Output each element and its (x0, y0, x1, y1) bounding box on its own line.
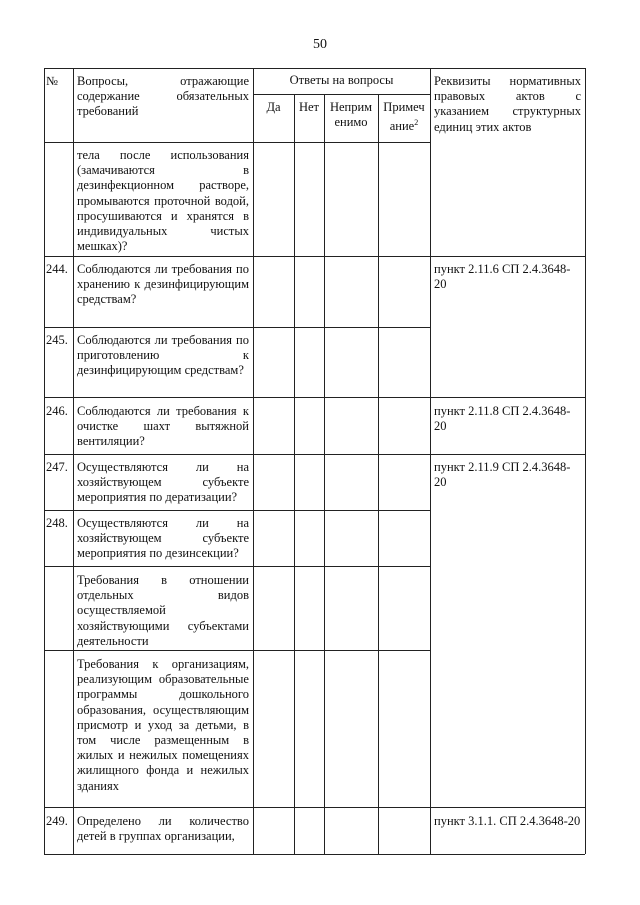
header-note-sup: 2 (414, 118, 419, 128)
table-row-requisite: пункт 2.11.6 СП 2.4.3648-20 (434, 262, 571, 292)
header-answers: Ответы на вопросы (289, 73, 394, 87)
table-row-requisite: пункт 3.1.1. СП 2.4.3648-20 (434, 814, 581, 828)
header-note (380, 100, 428, 135)
page-number: 50 (313, 37, 327, 52)
table-row-question: Осуществляются ли на хозяйствующем субъекте мероприятия по дезинсекции? (77, 516, 249, 561)
table-row-question: тела после использования (замачиваются в дезинфекционном растворе, промываются проточной водой, просушиваются и хранятся в индивидуальных чистых мешках)? (77, 148, 249, 254)
header-note-text: Примеч ание (383, 100, 425, 134)
table-row-requisite: пункт 2.11.8 СП 2.4.3648-20 (434, 404, 571, 434)
table-row-question: Соблюдаются ли требования по приготовлению к дезинфицирующим средствам? (77, 333, 249, 378)
table-row-question: Соблюдаются ли требования к очистке шахт вытяжной вентиляции? (77, 404, 249, 449)
table-row-number: 246. (46, 404, 68, 418)
table-row-number: 245. (46, 333, 68, 347)
table-row-section: Требования в отношении отдельных видов осуществляемой хозяйствующими субъектами деятельности (77, 573, 249, 648)
header-no: Нет (298, 100, 320, 114)
table-row-question: Соблюдаются ли требования по хранению к дезинфицирующим средствам? (77, 262, 249, 307)
table-row-number: 249. (46, 814, 68, 828)
header-num: № (46, 74, 58, 88)
table-row-number: 247. (46, 460, 68, 474)
table-row-question: Определено ли количество детей в группах организации, (77, 814, 249, 844)
header-questions: Вопросы, отражающие содержание обязательных требований (77, 74, 249, 119)
table-row-section: Требования к организациям, реализующим образовательные программы дошкольного образования, осуществляющим присмотр и уход за детьми, в том числе размещенным в жилых и нежилых помещениях жилищного фонда и нежилых зданиях (77, 657, 249, 793)
table-row-number: 248. (46, 516, 68, 530)
table-row-number: 244. (46, 262, 68, 276)
header-requisites: Реквизиты нормативных правовых актов с указанием структурных единиц этих актов (434, 74, 581, 134)
header-yes: Да (266, 100, 281, 114)
table-row-requisite: пункт 2.11.9 СП 2.4.3648-20 (434, 460, 571, 490)
header-na: Неприм енимо (329, 100, 373, 130)
table-row-question: Осуществляются ли на хозяйствующем субъекте мероприятия по дератизации? (77, 460, 249, 505)
